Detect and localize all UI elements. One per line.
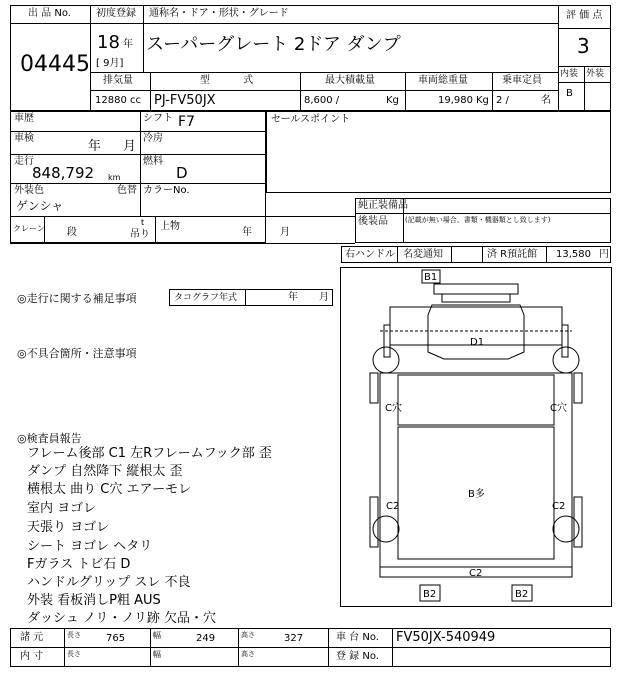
c-hole-right-label: C穴 xyxy=(550,403,567,414)
b2-right-label: B2 xyxy=(515,589,529,600)
dims-label: 諸 元 xyxy=(20,632,44,643)
genuine-equipment-label: 純正装備品 xyxy=(358,200,408,211)
rule xyxy=(10,23,558,24)
max-load: 8,600 / xyxy=(304,95,340,106)
rule xyxy=(245,289,246,306)
report-line: 天張り ヨゴレ xyxy=(27,520,110,535)
rule xyxy=(397,246,398,263)
truck-cab xyxy=(380,284,572,425)
c2-bottom-label: C2 xyxy=(469,568,483,579)
rule xyxy=(140,111,141,216)
report-line: Fガラス トビ石 D xyxy=(27,557,131,572)
crane-year-unit: 年 xyxy=(242,227,252,238)
gross-weight: 19,980 xyxy=(438,95,473,106)
b2-left-label: B2 xyxy=(423,589,437,600)
rule xyxy=(10,243,355,244)
mileage-unit: km xyxy=(108,173,121,182)
deposit-label: 済 R預託館 xyxy=(487,249,538,260)
model-label: 型 式 xyxy=(200,75,254,86)
rule xyxy=(64,628,65,667)
rule xyxy=(90,90,558,91)
report-line: ダンプ 自然降下 縦根太 歪 xyxy=(27,464,183,479)
inner-width-label: 幅 xyxy=(153,650,161,659)
tachograph-year-unit: 年 xyxy=(288,292,298,303)
rule xyxy=(355,213,611,214)
dump-bed xyxy=(380,373,572,577)
supplement-label: ◎走行に関する補足事項 xyxy=(17,292,137,305)
load-label: 最大積載量 xyxy=(325,75,375,86)
crane-stage-unit: 段 xyxy=(67,227,77,238)
height-label: 高さ xyxy=(241,631,255,639)
report-line: シート ヨゴレ ヘタリ xyxy=(27,539,153,554)
length-label: 長さ xyxy=(67,631,81,639)
deposit-unit: 円 xyxy=(599,249,609,260)
rule xyxy=(10,183,266,184)
rule xyxy=(492,72,493,111)
rule xyxy=(150,628,151,667)
first-reg-label: 初度登録 xyxy=(96,8,136,19)
lot-no: 04445 xyxy=(20,52,90,77)
crane-ton-unit: t xyxy=(141,218,145,227)
interior-label: 内装 xyxy=(560,69,579,79)
rule xyxy=(143,5,144,72)
inspection-year-unit: 年 xyxy=(88,139,102,154)
exterior-label: 外装 xyxy=(586,69,605,79)
aftermarket-label: 後装品 xyxy=(358,216,388,227)
rule xyxy=(300,72,301,111)
width-label: 幅 xyxy=(153,631,161,640)
vehicle-name: スーパーグレート 2ドア ダンプ xyxy=(146,34,401,55)
score-label: 評 価 点 xyxy=(566,10,603,21)
history-label: 車歴 xyxy=(14,113,34,124)
c-hole-left-label: C穴 xyxy=(385,403,402,414)
rule xyxy=(155,216,156,243)
registration-label: 登 録 No. xyxy=(336,651,379,662)
rule xyxy=(558,28,611,29)
shift: F7 xyxy=(178,114,195,130)
year-unit: 年 xyxy=(123,39,133,50)
inspection-label: 車検 xyxy=(14,133,34,144)
color-label: 外装色 xyxy=(14,185,44,196)
b1-label: B1 xyxy=(424,272,438,283)
diagram-frame xyxy=(341,268,612,607)
mileage-label: 走行 xyxy=(14,156,34,167)
chassis-label: 車 台 No. xyxy=(336,632,379,643)
aftermarket-note: (記載が無い場合、書類・機器類とし致します) xyxy=(405,216,551,224)
score: 3 xyxy=(577,34,590,58)
report-line: 外装 看板消しP粗 AUS xyxy=(27,593,161,608)
b-many-label: B多 xyxy=(468,489,485,500)
model-code: PJ-FV50JX xyxy=(154,93,216,108)
first-reg-month: [ 9月] xyxy=(96,58,124,69)
gross-label: 車両総重量 xyxy=(418,75,468,86)
length: 765 xyxy=(106,633,126,644)
rule xyxy=(150,72,151,111)
lot-no-label: 出 品 No. xyxy=(28,8,71,19)
height: 327 xyxy=(284,633,304,644)
rule xyxy=(392,628,393,667)
ac-label: 冷房 xyxy=(143,133,163,144)
report-line: 室内 ヨゴレ xyxy=(27,501,97,516)
rule xyxy=(584,66,585,111)
crane-hoist-unit: 吊り xyxy=(130,229,150,240)
color-code-label: カラーNo. xyxy=(143,185,190,196)
fuel: D xyxy=(176,164,188,182)
interior-grade: B xyxy=(566,88,573,99)
report-line: 横根太 曲り C穴 エアーモレ xyxy=(27,482,192,497)
color-change-label: 色替 xyxy=(117,185,137,196)
mileage: 848,792 xyxy=(32,164,95,182)
width: 249 xyxy=(196,633,216,644)
inner-dims-label: 内 寸 xyxy=(20,651,44,662)
tachograph-label: タコグラフ年式 xyxy=(174,293,238,303)
sales-point-label: セールスポイント xyxy=(271,114,351,125)
capacity-label: 乗車定員 xyxy=(502,75,542,86)
inspection-month-unit: 月 xyxy=(123,139,137,154)
c2-right-label: C2 xyxy=(552,501,566,512)
inner-length-label: 長さ xyxy=(67,650,81,658)
first-reg-year: 18 xyxy=(97,32,120,53)
inner-height-label: 高さ xyxy=(241,650,255,658)
body-color: ゲンシャ xyxy=(16,199,64,213)
d1-label: D1 xyxy=(470,337,485,348)
chassis-number: FV50JX-540949 xyxy=(396,630,496,645)
wheels xyxy=(370,347,582,547)
c2-left-label: C2 xyxy=(386,501,400,512)
rule xyxy=(90,72,558,73)
name-change-box xyxy=(451,246,483,263)
fuel-label: 燃料 xyxy=(143,156,163,167)
rule xyxy=(546,246,547,263)
defects-label: ◎不具合箇所・注意事項 xyxy=(17,347,137,360)
rule xyxy=(10,131,266,132)
inspector-report-label: ◎検査員報告 xyxy=(17,432,82,445)
rule xyxy=(10,154,266,155)
report-line: ハンドルグリップ スレ 不良 xyxy=(27,575,191,590)
vehicle-damage-diagram xyxy=(340,267,612,607)
rule xyxy=(558,5,559,111)
shift-label: シフト xyxy=(143,113,173,124)
name-change-label: 名変通知 xyxy=(403,249,443,260)
rule xyxy=(10,647,611,648)
report-line: ダッシュ ノリ・ノリ跡 欠品・穴 xyxy=(27,611,216,626)
crane-mount-label: 上物 xyxy=(160,221,180,232)
rule xyxy=(266,216,355,217)
rule xyxy=(405,72,406,111)
capacity-unit: 名 xyxy=(541,95,551,106)
displacement: 12880 cc xyxy=(95,95,141,106)
crane-label: クレーン xyxy=(13,224,45,233)
rule xyxy=(328,628,329,667)
recycle-deposit: 13,580 xyxy=(556,249,591,260)
handle-position: 右ハンドル xyxy=(345,249,395,260)
rule xyxy=(90,5,91,111)
displacement-label: 排気量 xyxy=(103,75,133,86)
gross-weight-unit: Kg xyxy=(476,95,489,106)
tachograph-month-unit: 月 xyxy=(319,292,329,303)
report-line: フレーム後部 C1 左Rフレームフック部 歪 xyxy=(27,446,272,461)
crane-month-unit: 月 xyxy=(280,227,290,238)
capacity: 2 / xyxy=(496,95,509,106)
max-load-unit: Kg xyxy=(386,95,399,106)
vehicle-name-label: 通称名・ドア・形状・グレード xyxy=(149,8,289,19)
rule xyxy=(238,628,239,667)
